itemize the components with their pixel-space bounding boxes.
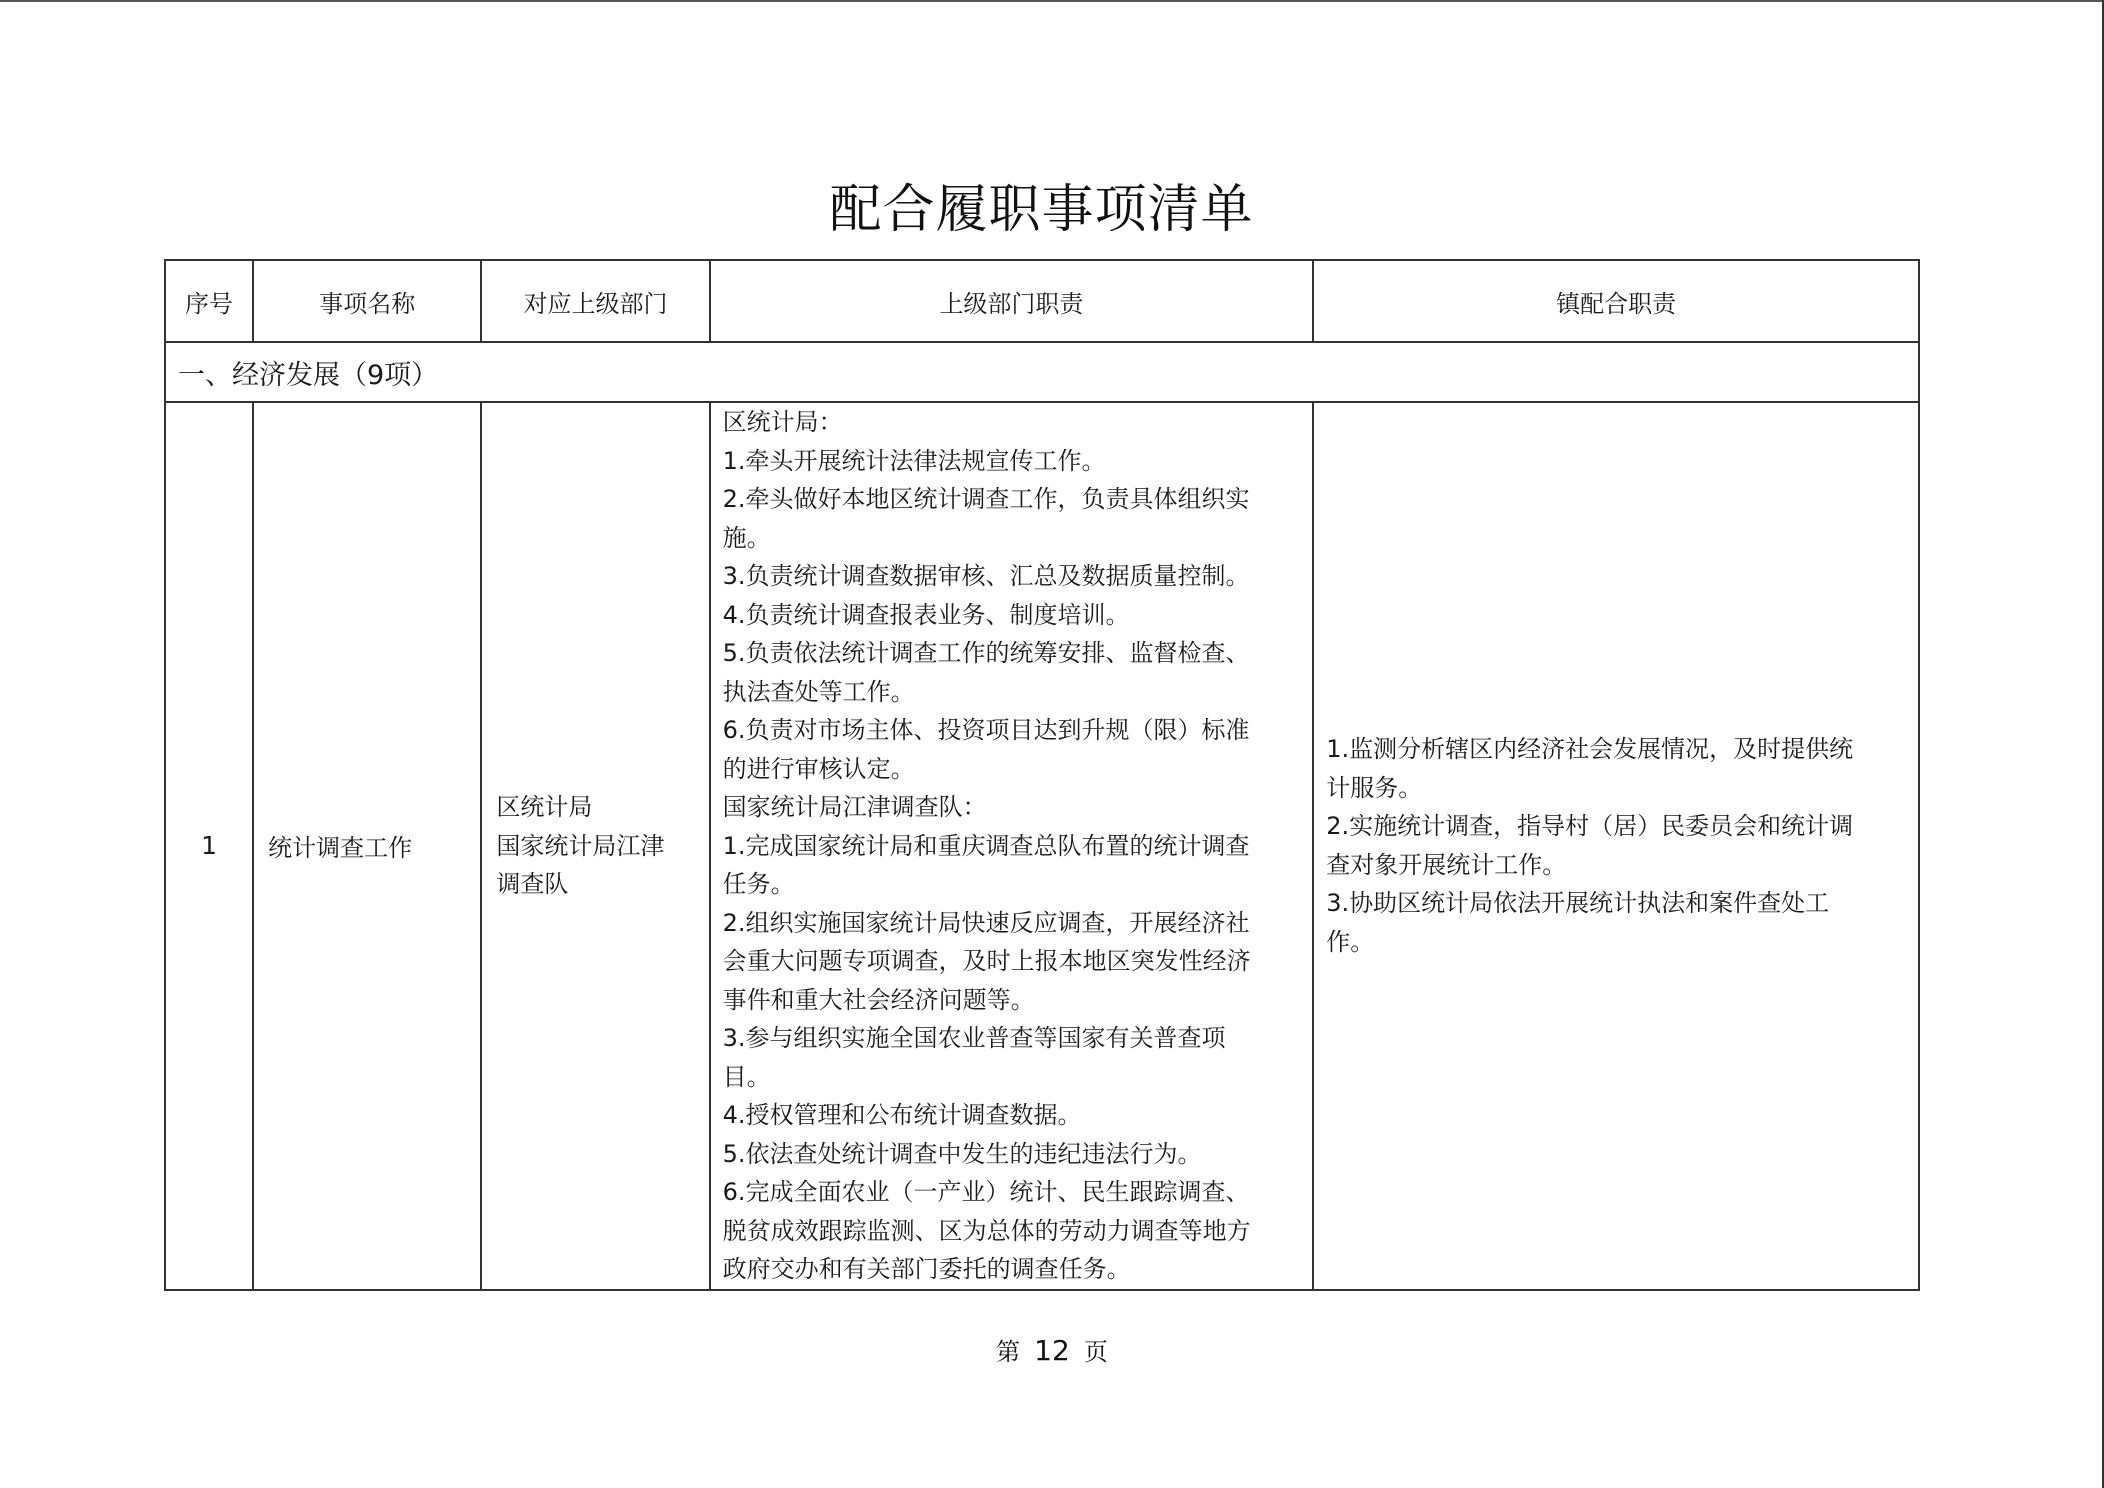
upper-duty-line: 政府交办和有关部门委托的调查任务。 — [722, 1255, 1131, 1283]
header-serial-number: 序号 — [165, 260, 253, 342]
upper-duty-line: 事件和重大社会经济问题等。 — [722, 985, 1035, 1014]
upper-duty-line: 4.负责统计调查报表业务、制度培训。 — [722, 600, 1130, 629]
upper-duty-line: 目。 — [722, 1062, 771, 1091]
upper-duty-line: 2.牵头做好本地区统计调查工作，负责具体组织实 — [722, 485, 1250, 513]
upper-duty-line: 5.负责依法统计调查工作的统筹安排、监督检查、 — [722, 639, 1250, 667]
header-upper-department: 对应上级部门 — [481, 260, 709, 342]
upper-duty-line: 会重大问题专项调查，及时上报本地区突发性经济 — [722, 947, 1251, 975]
page-suffix: 页 — [1083, 1338, 1108, 1366]
header-item-name: 事项名称 — [253, 260, 481, 342]
town-duty-line: 计服务。 — [1326, 773, 1423, 802]
page-footer — [164, 1331, 1940, 1372]
town-duty-line: 2.实施统计调查，指导村（居）民委员会和统计调 — [1326, 812, 1854, 841]
upper-duty-line: 的进行审核认定。 — [722, 754, 915, 783]
upper-duty-line: 3.参与组织实施全国农业普查等国家有关普查项 — [722, 1024, 1226, 1052]
upper-duty-line: 4.授权管理和公布统计调查数据。 — [722, 1101, 1082, 1129]
row-item-name: 统计调查工作 — [253, 402, 481, 1290]
town-duty-line: 作。 — [1326, 927, 1375, 956]
upper-duty-line: 6.负责对市场主体、投资项目达到升规（限）标准 — [722, 716, 1250, 744]
document-title: 配合履职事项清单 — [829, 180, 1254, 240]
department-line: 调查队 — [496, 870, 569, 898]
page-top-border — [0, 0, 2104, 2]
duty-list-table — [164, 259, 1920, 1291]
header-town-duties: 镇配合职责 — [1313, 260, 1919, 342]
section-title: 一、经济发展（9项） — [165, 342, 1919, 402]
upper-duty-heading: 区统计局： — [722, 408, 843, 436]
header-upper-department-duties: 上级部门职责 — [710, 260, 1314, 342]
page-prefix: 第 — [996, 1338, 1021, 1366]
upper-duty-line: 施。 — [722, 523, 771, 552]
town-duty-line: 1.监测分析辖区内经济社会发展情况，及时提供统 — [1326, 735, 1854, 764]
department-line: 区统计局 — [496, 793, 593, 821]
row-upper-department-duties — [710, 402, 1314, 1290]
row-town-duties — [1313, 402, 1919, 1290]
row-serial-number: 1 — [165, 402, 253, 1290]
table-row — [165, 402, 1919, 1290]
department-line: 国家统计局江津 — [496, 831, 665, 860]
upper-duty-line: 5.依法查处统计调查中发生的违纪违法行为。 — [722, 1139, 1202, 1168]
upper-duty-line: 脱贫成效跟踪监测、区为总体的劳动力调查等地方 — [722, 1216, 1251, 1245]
row-upper-department — [481, 402, 709, 1290]
town-duty-line: 查对象开展统计工作。 — [1326, 850, 1567, 879]
upper-duty-line: 3.负责统计调查数据审核、汇总及数据质量控制。 — [722, 562, 1250, 590]
upper-duty-line: 任务。 — [722, 870, 795, 898]
upper-duty-line: 1.牵头开展统计法律法规宣传工作。 — [722, 446, 1106, 475]
upper-duty-line: 6.完成全面农业（一产业）统计、民生跟踪调查、 — [722, 1178, 1250, 1206]
upper-duty-line: 2.组织实施国家统计局快速反应调查，开展经济社 — [722, 908, 1250, 937]
page-number: 12 — [1034, 1334, 1070, 1367]
upper-duty-line: 执法查处等工作。 — [722, 677, 915, 706]
table-header-row — [165, 260, 1919, 342]
section-row — [165, 342, 1919, 402]
upper-duty-heading: 国家统计局江津调查队： — [722, 793, 987, 821]
town-duty-line: 3.协助区统计局依法开展统计执法和案件查处工 — [1326, 889, 1830, 918]
upper-duty-line: 1.完成国家统计局和重庆调查总队布置的统计调查 — [722, 831, 1250, 860]
